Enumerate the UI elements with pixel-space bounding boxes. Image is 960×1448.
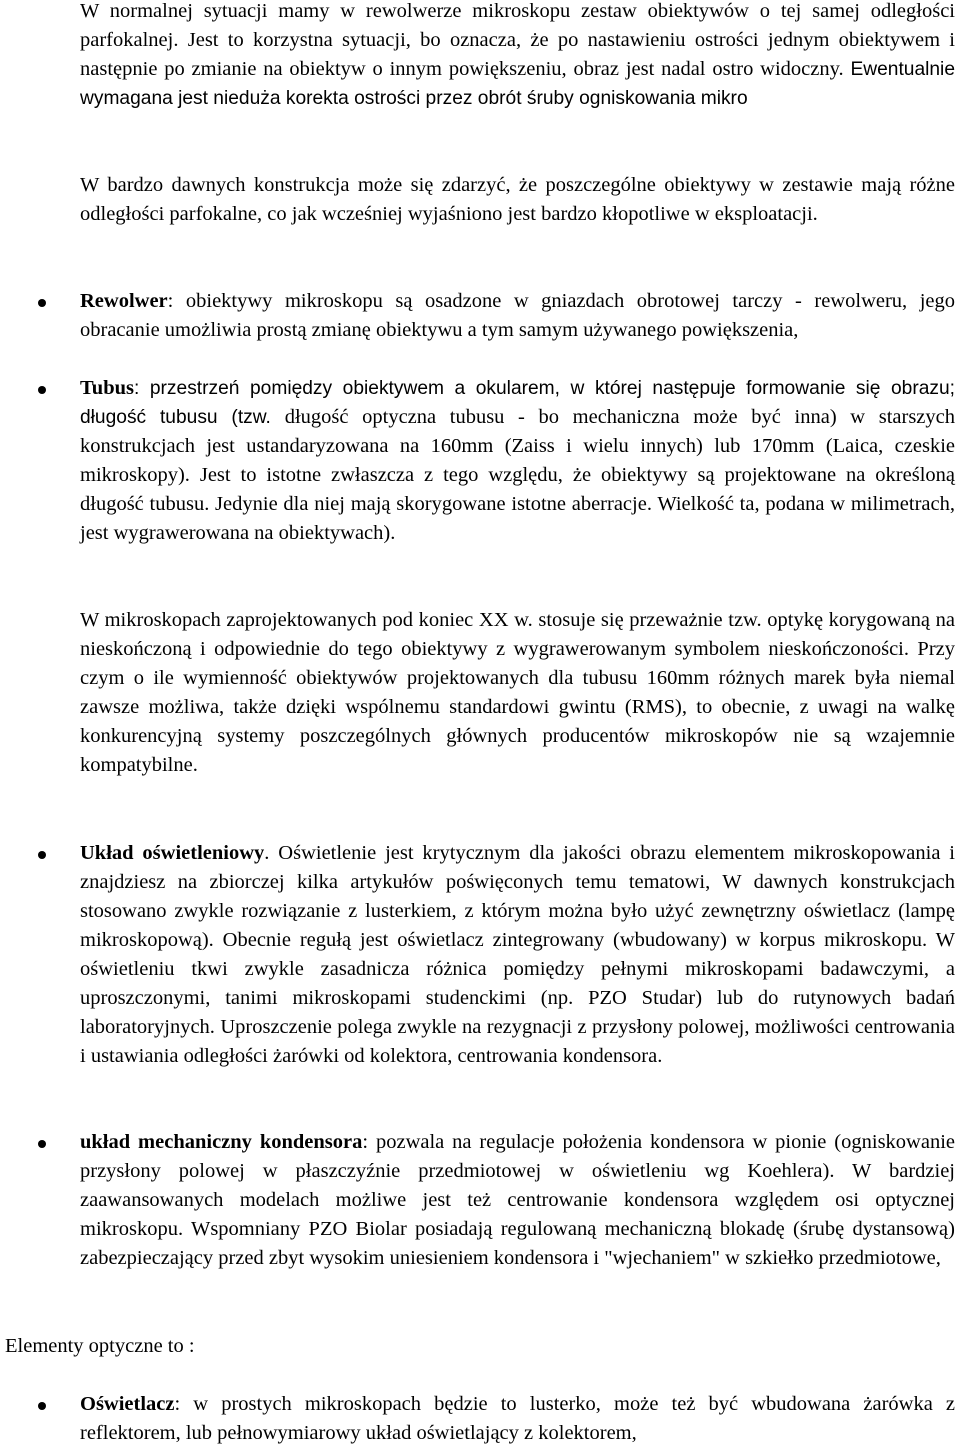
term-illumination: Układ oświetleniowy — [80, 842, 265, 864]
list-item-text: : w prostych mikroskopach będzie to lusterko, może też być wbudowana żarówka z reflektorem, lub pełnowymiarowy układ oświetlający z kolektorem, — [80, 1393, 955, 1444]
list-item-text: długość optyczna tubusu - bo mechaniczna może być inna) w starszych konstrukcjach jest ustandaryzowana na 160mm (Zaiss i wielu innych) lub 170mm (Laica, czeskie mikroskopy). Jest to istotne zwłaszcza z tego względu, że obiektywy są projektowane na określoną długość tubusu. Jedynie dla niej mają skorygowane istotne aberracje. Wielkość ta, podana w milimetrach, jest wygrawerowana na obiektywach). — [80, 406, 955, 544]
list-item-text: : obiektywy mikroskopu są osadzone w gniazdach obrotowej tarczy - rewolweru, jego obracanie umożliwia prostą zmianę obiektywu a tym samym używanego powiększenia, — [80, 290, 955, 341]
list-item-text: . Oświetlenie jest krytycznym dla jakości obrazu elementem mikroskopowania i znajdziesz na zbiorczej kilka artykułów poświęconych temu tematowi, W dawnych konstrukcjach stosowano zwykle rozwiązanie z lusterkiem, z którym można było użyć zewnętrzny oświetlacz (lampę mikroskopową). Obecnie regułą jest oświetlacz zintegrowany (wbudowany) w korpus mikroskopu. W oświetleniu tkwi zwykle zasadnicza różnica pomiędzy pełnymi mikroskopami badawczymi, a uproszczonymi, tanimi mikroskopami studenckimi (np. PZO Studar) lub do rutynowych badań laboratoryjnych. Uproszczenie polega zwykle na rezygnacji z przysłony polowej, możliwości centrowania i ustawiania odległości żarówki od kolektora, centrowania kondensora. — [80, 842, 955, 1067]
list-item-tubus — [80, 374, 955, 548]
list-bullet — [38, 1140, 46, 1148]
list-bullet — [38, 386, 46, 394]
term-condenser-mechanics: układ mechaniczny kondensora — [80, 1131, 363, 1153]
term-illuminator: Oświetlacz — [80, 1393, 175, 1415]
term-tubus: Tubus — [80, 377, 134, 399]
list-item-illuminator — [80, 1390, 955, 1448]
paragraph-parfocal-sans: Ewentualnie wymagana jest nieduża korekta ostrości przez obrót śruby ogniskowania mikro — [80, 59, 955, 109]
list-item-text: : pozwala na regulacje położenia kondensora w pionie (ogniskowanie przysłony polowej w płaszczyźnie przedmiotowej w oświetleniu wg Koehlera). W bardziej zaawansowanych modelach możliwe jest też centrowanie kondensora względem osi optycznej mikroskopu. Wspomniany PZO Biolar posiadają regulowaną mechaniczną blokadę (śrubę dystansową) zabezpieczający przed zbyt wysokim uniesieniem kondensora i "wjechaniem" w szkiełko przedmiotowe, — [80, 1131, 955, 1269]
list-bullet — [38, 1402, 46, 1410]
list-item-condenser-mechanics — [80, 1128, 955, 1273]
paragraph-old-constructions: W bardzo dawnych konstrukcja może się zdarzyć, że poszczególne obiektywy w zestawie mają różne odległości parfokalne, co jak wcześniej wyjaśniono jest bardzo kłopotliwe w eksploatacji. — [80, 174, 955, 225]
list-item-tubus-sans: : przestrzeń pomiędzy obiektywem a okularem, w której następuje formowanie się obrazu; długość tubusu (tzw. — [80, 378, 955, 428]
paragraph-infinity-optics: W mikroskopach zaprojektowanych pod koniec XX w. stosuje się przeważnie tzw. optykę korygowaną na nieskończoną i odpowiednie do tego obiektywy z wygrawerowanym symbolem nieskończoności. Przy czym o ile wymienność obiektywów projektowanych dla tubusu 160mm różnych marek była niemal zawsze możliwa, także dzięki wspólnemu standardowi gwintu (RMS), to obecnie, z uwagi na walkę konkurencyjną systemy poszczególnych głównych producentów mikroskopów nie są wzajemnie kompatybilne. — [80, 609, 955, 776]
paragraph-parfocal — [80, 0, 955, 113]
list-item-illumination — [80, 839, 955, 1071]
list-bullet — [38, 299, 46, 307]
optical-elements-heading: Elementy optyczne to : — [5, 1335, 195, 1357]
paragraph-parfocal-serif: W normalnej sytuacji mamy w rewolwerze mikroskopu zestaw obiektywów o tej samej odległości parfokalnej. Jest to korzystna sytuacji, bo oznacza, że po nastawieniu ostrości jednym obiektywem i następnie po zmianie na obiektyw o innym powiększeniu, obraz jest nadal ostro widoczny. — [80, 0, 955, 80]
term-rewolwer: Rewolwer — [80, 290, 168, 312]
list-item-rewolwer — [80, 287, 955, 345]
list-bullet — [38, 851, 46, 859]
